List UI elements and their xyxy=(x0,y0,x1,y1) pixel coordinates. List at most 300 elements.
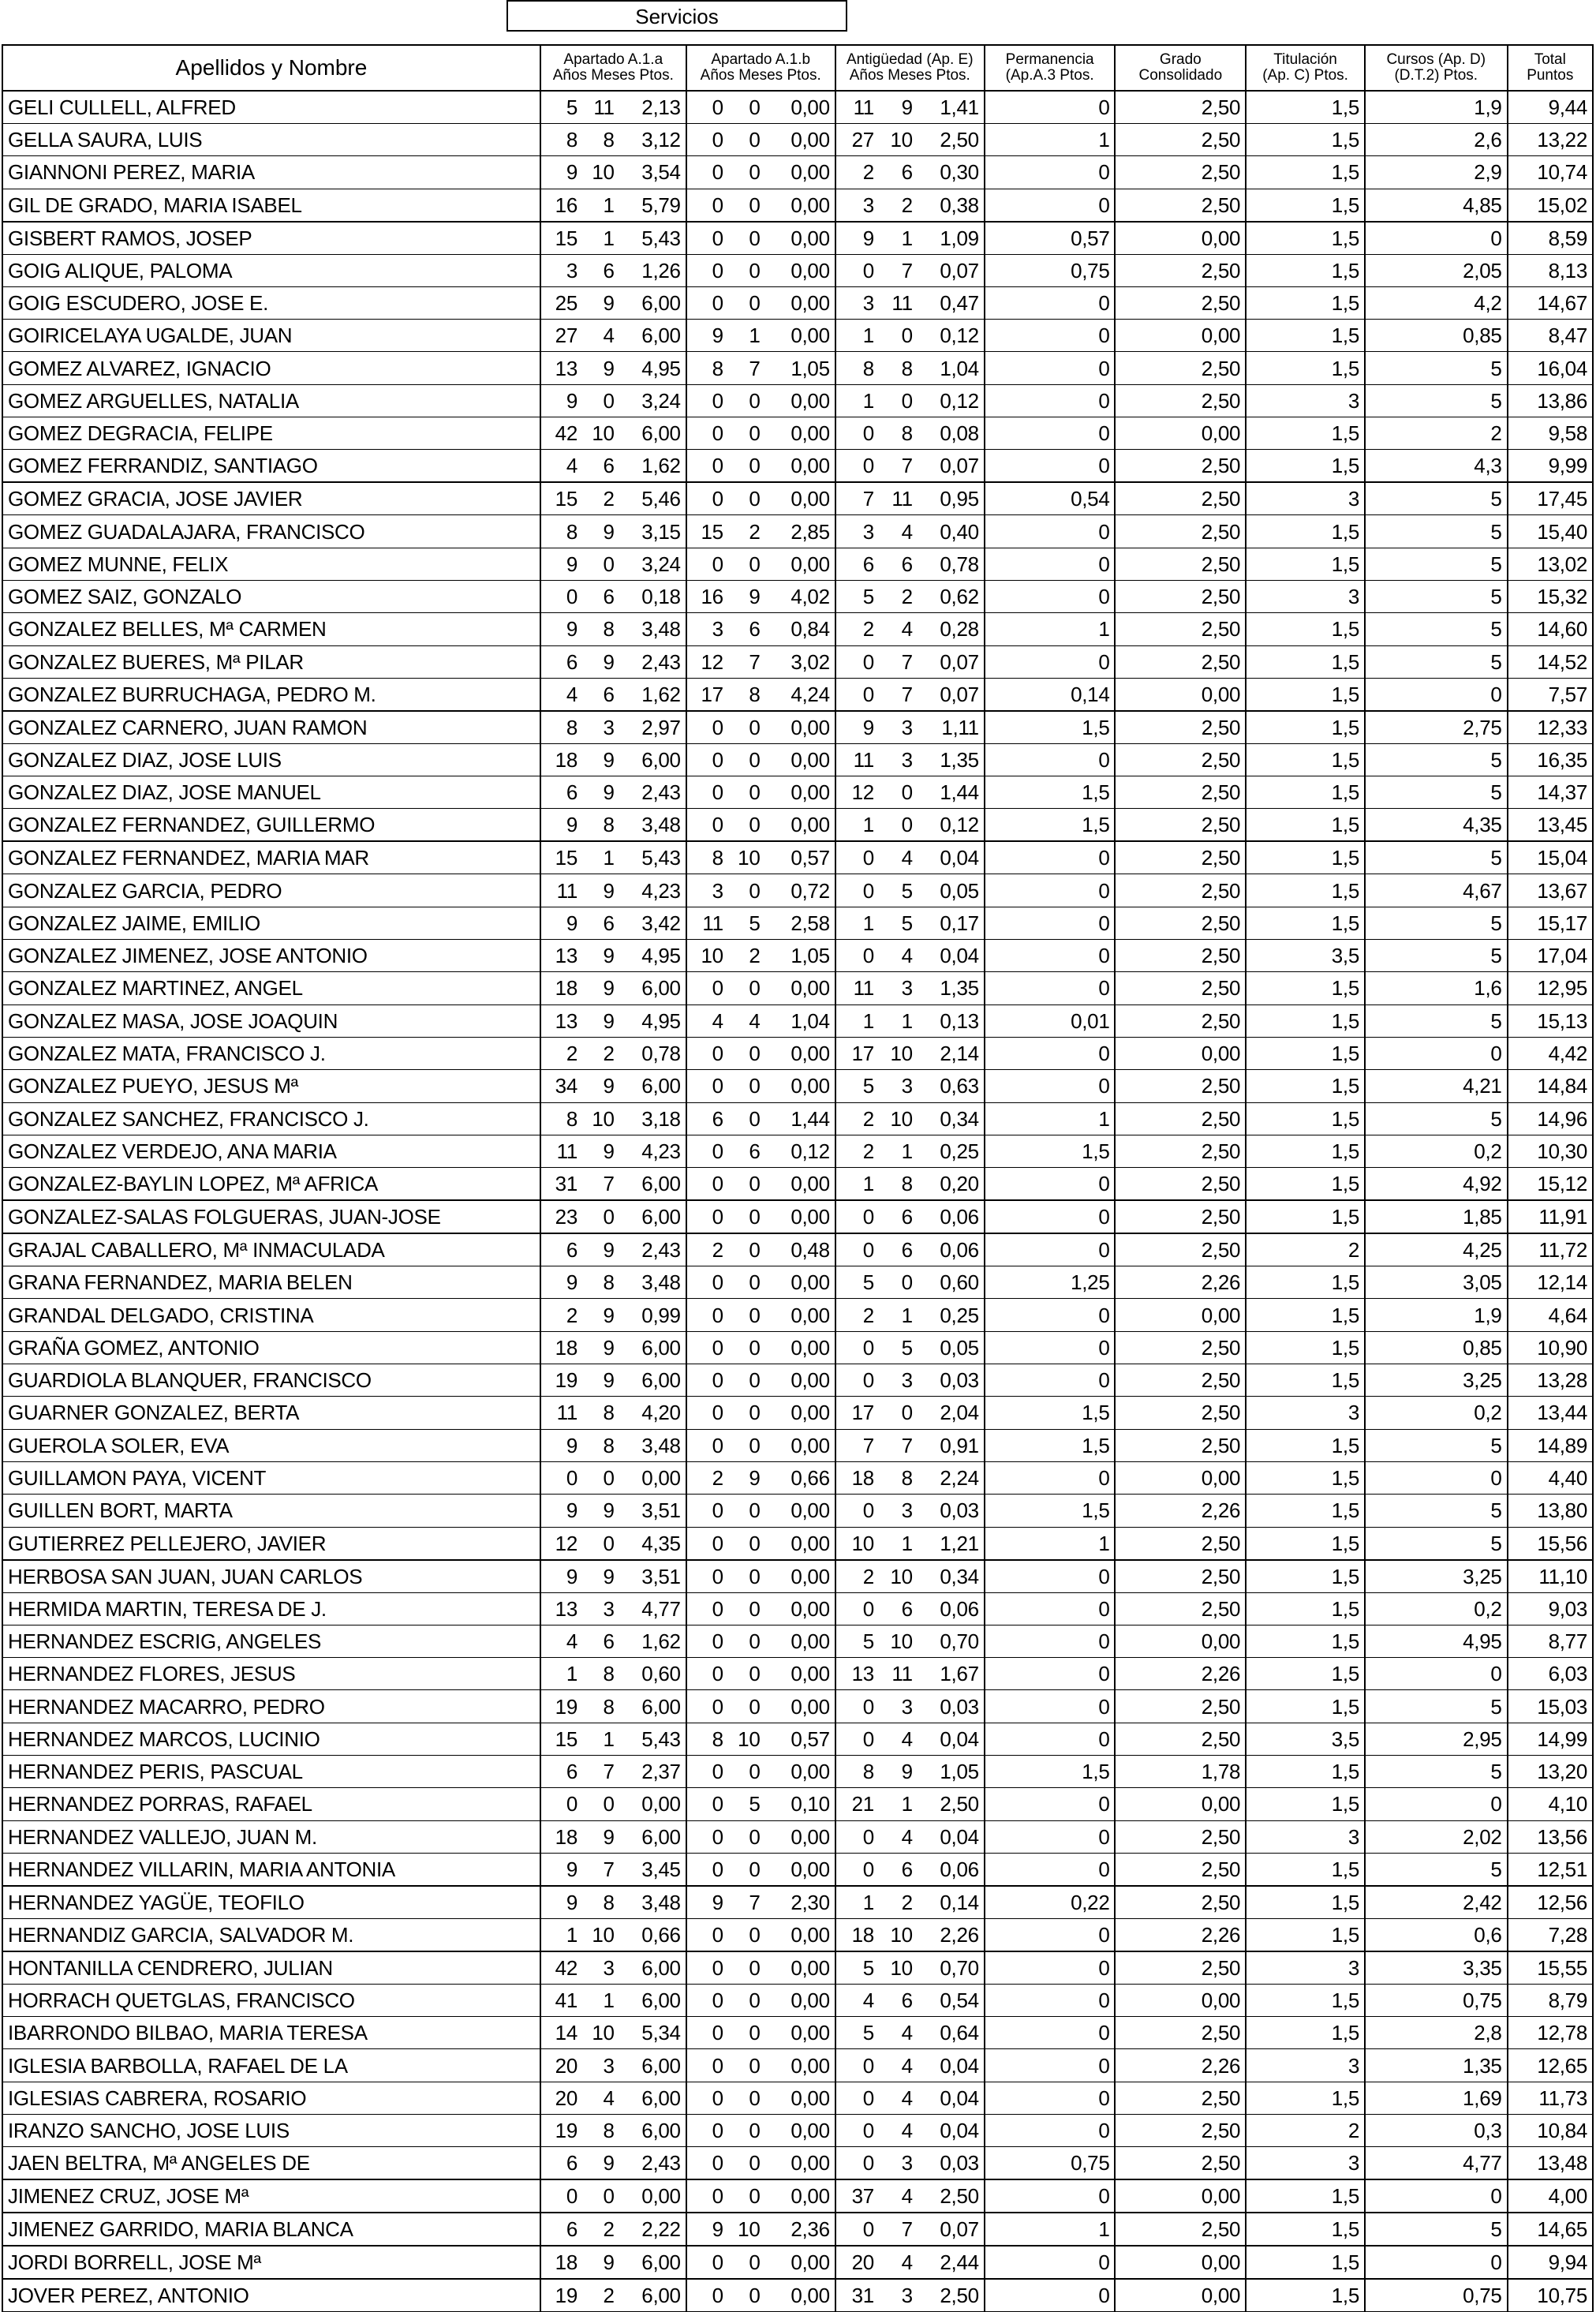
cell-value: 10,74 xyxy=(1508,156,1593,189)
cell-value: 0 xyxy=(686,1625,728,1657)
cell-value: 0 xyxy=(728,1102,765,1135)
cell-value: 3,48 xyxy=(619,1266,686,1299)
cell-value: 2 xyxy=(686,1461,728,1494)
cell-value: 2,8 xyxy=(1365,2017,1508,2049)
cell-value: 0 xyxy=(582,2179,619,2213)
cell-name: HERNANDEZ PORRAS, RAFAEL xyxy=(2,1788,540,1820)
cell-value: 0,03 xyxy=(918,1495,985,1527)
cell-value: 0 xyxy=(985,841,1116,874)
cell-value: 16 xyxy=(540,189,582,222)
cell-value: 0 xyxy=(728,417,765,450)
table-row xyxy=(2,711,1593,744)
cell-value: 15 xyxy=(540,222,582,255)
cell-value: 2,50 xyxy=(918,124,985,156)
cell-value: 3 xyxy=(879,2279,918,2312)
cell-value: 1,5 xyxy=(1246,352,1365,384)
cell-value: 0,00 xyxy=(765,1266,835,1299)
cell-value: 0 xyxy=(879,1397,918,1429)
cell-value: 7 xyxy=(728,352,765,384)
cell-value: 2,9 xyxy=(1365,156,1508,189)
cell-name: GONZALEZ BUERES, Mª PILAR xyxy=(2,645,540,678)
cell-value: 10 xyxy=(582,1918,619,1951)
cell-value: 1,5 xyxy=(985,1755,1116,1787)
cell-value: 9 xyxy=(540,1429,582,1461)
cell-name: GOIG ALIQUE, PALOMA xyxy=(2,254,540,286)
cell-value: 18 xyxy=(540,2246,582,2279)
cell-value: 0 xyxy=(1365,1788,1508,1820)
cell-value: 11 xyxy=(879,286,918,319)
cell-value: 1,5 xyxy=(1246,1690,1365,1723)
cell-value: 2,50 xyxy=(1115,1331,1246,1364)
cell-value: 9 xyxy=(582,743,619,776)
cell-name: GOMEZ FERRANDIZ, SANTIAGO xyxy=(2,450,540,483)
cell-name: GOIG ESCUDERO, JOSE E. xyxy=(2,286,540,319)
cell-value: 6 xyxy=(879,1200,918,1233)
cell-value: 1 xyxy=(835,1886,879,1919)
cell-value: 0,00 xyxy=(765,1984,835,2016)
cell-value: 0 xyxy=(985,1951,1116,1985)
cell-value: 20 xyxy=(540,2082,582,2114)
table-row xyxy=(2,841,1593,874)
cell-value: 0 xyxy=(728,2049,765,2082)
cell-value: 1,5 xyxy=(1246,1495,1365,1527)
cell-value: 9 xyxy=(540,1853,582,1886)
cell-value: 0,00 xyxy=(765,548,835,580)
cell-value: 42 xyxy=(540,417,582,450)
cell-value: 0,00 xyxy=(765,1200,835,1233)
cell-value: 0 xyxy=(728,1331,765,1364)
cell-value: 0 xyxy=(985,1984,1116,2016)
cell-value: 0 xyxy=(728,1299,765,1331)
table-row xyxy=(2,222,1593,255)
cell-value: 1,26 xyxy=(619,254,686,286)
cell-value: 0,07 xyxy=(918,254,985,286)
cell-value: 0 xyxy=(686,124,728,156)
cell-value: 5,43 xyxy=(619,222,686,255)
cell-value: 3,15 xyxy=(619,515,686,548)
cell-value: 0 xyxy=(835,450,879,483)
cell-value: 5 xyxy=(1365,2213,1508,2246)
cell-value: 2 xyxy=(835,1299,879,1331)
cell-value: 0 xyxy=(686,1788,728,1820)
cell-value: 13,48 xyxy=(1508,2147,1593,2180)
cell-value: 15,13 xyxy=(1508,1004,1593,1037)
cell-value: 4,10 xyxy=(1508,1788,1593,1820)
cell-value: 17 xyxy=(835,1397,879,1429)
cell-value: 0 xyxy=(835,1820,879,1853)
cell-value: 4,95 xyxy=(619,1004,686,1037)
cell-value: 0 xyxy=(686,1951,728,1985)
cell-value: 4 xyxy=(879,2179,918,2213)
table-row xyxy=(2,1397,1593,1429)
cell-value: 5 xyxy=(1365,1495,1508,1527)
cell-value: 1,5 xyxy=(1246,1168,1365,1201)
cell-value: 25 xyxy=(540,286,582,319)
table-row xyxy=(2,2049,1593,2082)
cell-value: 0 xyxy=(879,776,918,809)
cell-value: 3,51 xyxy=(619,1495,686,1527)
cell-value: 2,50 xyxy=(1115,2115,1246,2147)
cell-value: 2,50 xyxy=(1115,384,1246,417)
cell-value: 10 xyxy=(879,1625,918,1657)
cell-value: 4,42 xyxy=(1508,1037,1593,1069)
cell-value: 1,5 xyxy=(1246,1266,1365,1299)
cell-value: 37 xyxy=(835,2179,879,2213)
cell-value: 0,00 xyxy=(619,2179,686,2213)
cell-value: 0 xyxy=(985,548,1116,580)
cell-value: 2,50 xyxy=(1115,189,1246,222)
cell-name: HERNANDEZ PERIS, PASCUAL xyxy=(2,1755,540,1787)
cell-value: 0 xyxy=(686,1070,728,1102)
cell-value: 2,50 xyxy=(1115,940,1246,972)
cell-value: 5,79 xyxy=(619,189,686,222)
cell-value: 10 xyxy=(686,940,728,972)
cell-value: 1 xyxy=(835,1004,879,1037)
cell-value: 5 xyxy=(1365,1102,1508,1135)
cell-value: 0,00 xyxy=(765,189,835,222)
cell-value: 2 xyxy=(879,580,918,612)
cell-value: 10 xyxy=(582,1102,619,1135)
cell-name: GUEROLA SOLER, EVA xyxy=(2,1429,540,1461)
cell-value: 3 xyxy=(1246,482,1365,515)
cell-value: 13,56 xyxy=(1508,1820,1593,1853)
table-row xyxy=(2,580,1593,612)
cell-value: 1 xyxy=(540,1918,582,1951)
cell-value: 8 xyxy=(582,1658,619,1690)
cell-value: 2,50 xyxy=(1115,645,1246,678)
cell-value: 2 xyxy=(835,1560,879,1593)
cell-value: 14,65 xyxy=(1508,2213,1593,2246)
cell-value: 0 xyxy=(835,1853,879,1886)
cell-name: GONZALEZ JAIME, EMILIO xyxy=(2,907,540,939)
cell-value: 11,10 xyxy=(1508,1560,1593,1593)
cell-value: 7 xyxy=(879,450,918,483)
cell-value: 1 xyxy=(985,1102,1116,1135)
cell-value: 15,56 xyxy=(1508,1527,1593,1560)
cell-value: 3,5 xyxy=(1246,1723,1365,1755)
cell-value: 2,58 xyxy=(765,907,835,939)
cell-value: 1 xyxy=(879,1788,918,1820)
cell-value: 1 xyxy=(985,1527,1116,1560)
cell-value: 2,50 xyxy=(1115,1364,1246,1397)
cell-value: 0 xyxy=(728,2115,765,2147)
cell-value: 2,43 xyxy=(619,776,686,809)
cell-value: 2,42 xyxy=(1365,1886,1508,1919)
cell-value: 2,26 xyxy=(918,1918,985,1951)
cell-value: 0 xyxy=(985,645,1116,678)
cell-value: 2,50 xyxy=(918,1788,985,1820)
cell-name: JIMENEZ GARRIDO, MARIA BLANCA xyxy=(2,2213,540,2246)
cell-value: 4,21 xyxy=(1365,1070,1508,1102)
cell-value: 1,69 xyxy=(1365,2082,1508,2114)
cell-value: 0 xyxy=(835,645,879,678)
cell-value: 0,99 xyxy=(619,1299,686,1331)
cell-value: 2 xyxy=(582,1037,619,1069)
cell-value: 2,50 xyxy=(1115,1690,1246,1723)
cell-value: 1,5 xyxy=(985,776,1116,809)
cell-value: 1,5 xyxy=(1246,1755,1365,1787)
cell-value: 4,85 xyxy=(1365,189,1508,222)
cell-value: 0,00 xyxy=(1115,2246,1246,2279)
cell-value: 9 xyxy=(582,776,619,809)
cell-name: IRANZO SANCHO, JOSE LUIS xyxy=(2,2115,540,2147)
cell-value: 0,00 xyxy=(765,1951,835,1985)
cell-value: 2 xyxy=(879,189,918,222)
cell-name: GOMEZ SAIZ, GONZALO xyxy=(2,580,540,612)
cell-value: 6 xyxy=(879,1853,918,1886)
cell-value: 6,00 xyxy=(619,286,686,319)
cell-value: 0 xyxy=(686,286,728,319)
cell-value: 1,5 xyxy=(1246,1004,1365,1037)
cell-value: 8 xyxy=(582,1886,619,1919)
cell-value: 34 xyxy=(540,1070,582,1102)
cell-value: 2,26 xyxy=(1115,1495,1246,1527)
cell-value: 1,5 xyxy=(1246,124,1365,156)
cell-value: 10 xyxy=(879,1951,918,1985)
cell-value: 0,10 xyxy=(765,1788,835,1820)
cell-value: 3 xyxy=(540,254,582,286)
cell-value: 0 xyxy=(728,1495,765,1527)
cell-value: 0 xyxy=(985,1200,1116,1233)
cell-value: 1,5 xyxy=(1246,286,1365,319)
cell-value: 1,5 xyxy=(1246,156,1365,189)
cell-value: 0 xyxy=(985,1331,1116,1364)
table-row xyxy=(2,1168,1593,1201)
table-row xyxy=(2,1984,1593,2016)
cell-name: HONTANILLA CENDRERO, JULIAN xyxy=(2,1951,540,1985)
cell-value: 0,54 xyxy=(918,1984,985,2016)
cell-value: 5 xyxy=(1365,645,1508,678)
cell-value: 0,00 xyxy=(765,320,835,352)
cell-value: 0,03 xyxy=(918,1690,985,1723)
cell-value: 0 xyxy=(686,1299,728,1331)
cell-value: 2,50 xyxy=(1115,841,1246,874)
cell-value: 5 xyxy=(1365,548,1508,580)
cell-value: 0,00 xyxy=(765,482,835,515)
cell-value: 0 xyxy=(985,2179,1116,2213)
cell-value: 2,30 xyxy=(765,1886,835,1919)
cell-value: 0 xyxy=(540,2179,582,2213)
cell-value: 5 xyxy=(835,1070,879,1102)
cell-value: 0,00 xyxy=(765,2049,835,2082)
cell-value: 1 xyxy=(582,189,619,222)
cell-value: 0,00 xyxy=(1115,320,1246,352)
cell-value: 0 xyxy=(686,776,728,809)
cell-value: 7 xyxy=(879,2213,918,2246)
cell-value: 11 xyxy=(835,91,879,124)
cell-value: 0,57 xyxy=(985,222,1116,255)
cell-name: GONZALEZ MATA, FRANCISCO J. xyxy=(2,1037,540,1069)
cell-value: 0 xyxy=(985,940,1116,972)
cell-value: 9 xyxy=(582,1495,619,1527)
cell-value: 1,5 xyxy=(1246,2017,1365,2049)
cell-value: 0 xyxy=(686,1853,728,1886)
cell-value: 3,5 xyxy=(1246,940,1365,972)
header-a1b: Apartado A.1.b Años Meses Ptos. xyxy=(686,45,835,91)
table-row xyxy=(2,1788,1593,1820)
cell-value: 7 xyxy=(835,1429,879,1461)
cell-value: 2 xyxy=(728,940,765,972)
cell-value: 0 xyxy=(686,222,728,255)
cell-value: 0,64 xyxy=(918,2017,985,2049)
cell-value: 1 xyxy=(835,907,879,939)
cell-value: 3 xyxy=(835,286,879,319)
cell-value: 1,5 xyxy=(1246,450,1365,483)
table-row xyxy=(2,1461,1593,1494)
cell-value: 0,78 xyxy=(619,1037,686,1069)
cell-value: 9 xyxy=(582,1004,619,1037)
cell-value: 3,25 xyxy=(1365,1364,1508,1397)
cell-value: 0 xyxy=(728,2179,765,2213)
cell-value: 0 xyxy=(985,91,1116,124)
cell-value: 0,00 xyxy=(765,450,835,483)
cell-value: 42 xyxy=(540,1951,582,1985)
cell-value: 15,55 xyxy=(1508,1951,1593,1985)
cell-name: IGLESIAS CABRERA, ROSARIO xyxy=(2,2082,540,2114)
cell-name: GONZALEZ JIMENEZ, JOSE ANTONIO xyxy=(2,940,540,972)
cell-value: 13,44 xyxy=(1508,1397,1593,1429)
cell-value: 2,50 xyxy=(1115,1233,1246,1266)
cell-value: 1,5 xyxy=(1246,1135,1365,1167)
cell-value: 1,5 xyxy=(1246,1984,1365,2016)
table-row xyxy=(2,124,1593,156)
cell-value: 3 xyxy=(1246,1951,1365,1985)
cell-value: 4,00 xyxy=(1508,2179,1593,2213)
cell-value: 12,33 xyxy=(1508,711,1593,744)
table-row xyxy=(2,1495,1593,1527)
cell-value: 0,00 xyxy=(1115,1299,1246,1331)
cell-value: 0 xyxy=(985,156,1116,189)
cell-value: 0 xyxy=(686,2179,728,2213)
cell-name: JIMENEZ CRUZ, JOSE Mª xyxy=(2,2179,540,2213)
cell-value: 0 xyxy=(985,743,1116,776)
table-row xyxy=(2,1755,1593,1787)
cell-value: 14,84 xyxy=(1508,1070,1593,1102)
cell-value: 13,45 xyxy=(1508,809,1593,842)
cell-name: IBARRONDO BILBAO, MARIA TERESA xyxy=(2,2017,540,2049)
cell-value: 7,57 xyxy=(1508,678,1593,711)
cell-value: 1,44 xyxy=(765,1102,835,1135)
cell-value: 10 xyxy=(728,1723,765,1755)
cell-value: 0,13 xyxy=(918,1004,985,1037)
cell-value: 0,00 xyxy=(765,1037,835,1069)
cell-value: 11 xyxy=(540,1397,582,1429)
cell-value: 4 xyxy=(835,1984,879,2016)
cell-value: 0 xyxy=(728,286,765,319)
cell-value: 1,5 xyxy=(1246,1331,1365,1364)
cell-value: 1 xyxy=(879,1527,918,1560)
cell-value: 10 xyxy=(879,124,918,156)
cell-value: 2,14 xyxy=(918,1037,985,1069)
cell-value: 10 xyxy=(582,417,619,450)
header-cursos: Cursos (Ap. D) (D.T.2) Ptos. xyxy=(1365,45,1508,91)
cell-value: 0,00 xyxy=(765,711,835,744)
cell-value: 0,00 xyxy=(1115,678,1246,711)
cell-value: 1,35 xyxy=(918,972,985,1004)
cell-value: 5 xyxy=(1365,1004,1508,1037)
cell-value: 1,5 xyxy=(1246,711,1365,744)
cell-value: 0,62 xyxy=(918,580,985,612)
cell-value: 0 xyxy=(728,1755,765,1787)
cell-value: 5 xyxy=(879,874,918,907)
cell-value: 0 xyxy=(985,384,1116,417)
table-header xyxy=(2,45,1593,91)
cell-name: GONZALEZ SANCHEZ, FRANCISCO J. xyxy=(2,1102,540,1135)
cell-name: GONZALEZ BURRUCHAGA, PEDRO M. xyxy=(2,678,540,711)
cell-value: 0 xyxy=(835,254,879,286)
cell-value: 8,77 xyxy=(1508,1625,1593,1657)
cell-value: 9 xyxy=(582,874,619,907)
cell-value: 1,05 xyxy=(765,940,835,972)
cell-value: 0 xyxy=(582,384,619,417)
cell-value: 2,6 xyxy=(1365,124,1508,156)
cell-value: 8,47 xyxy=(1508,320,1593,352)
cell-value: 3 xyxy=(1246,2049,1365,2082)
cell-value: 0,34 xyxy=(918,1560,985,1593)
cell-name: GOIRICELAYA UGALDE, JUAN xyxy=(2,320,540,352)
cell-value: 3,48 xyxy=(619,809,686,842)
cell-value: 2 xyxy=(835,1135,879,1167)
cell-value: 9 xyxy=(540,156,582,189)
cell-name: GISBERT RAMOS, JOSEP xyxy=(2,222,540,255)
cell-value: 6 xyxy=(540,1755,582,1787)
cell-value: 0 xyxy=(728,874,765,907)
cell-value: 6,00 xyxy=(619,2246,686,2279)
cell-value: 0 xyxy=(686,482,728,515)
cell-value: 0,00 xyxy=(765,156,835,189)
cell-value: 41 xyxy=(540,1984,582,2016)
cell-value: 9 xyxy=(540,613,582,645)
cell-value: 0,01 xyxy=(985,1004,1116,1037)
cell-value: 0 xyxy=(728,548,765,580)
cell-value: 3,02 xyxy=(765,645,835,678)
cell-name: JORDI BORRELL, JOSE Mª xyxy=(2,2246,540,2279)
cell-value: 0 xyxy=(582,1527,619,1560)
cell-value: 9 xyxy=(582,352,619,384)
cell-value: 0,66 xyxy=(619,1918,686,1951)
cell-value: 1,9 xyxy=(1365,91,1508,124)
table-row xyxy=(2,1951,1593,1985)
cell-value: 0 xyxy=(1365,222,1508,255)
cell-value: 18 xyxy=(540,743,582,776)
cell-value: 1 xyxy=(728,320,765,352)
cell-value: 2,50 xyxy=(1115,1004,1246,1037)
table-row xyxy=(2,548,1593,580)
cell-value: 2,36 xyxy=(765,2213,835,2246)
cell-value: 0,00 xyxy=(1115,1984,1246,2016)
cell-value: 3 xyxy=(879,1690,918,1723)
cell-value: 0 xyxy=(686,1690,728,1723)
cell-value: 3 xyxy=(879,1070,918,1102)
cell-value: 6,00 xyxy=(619,1690,686,1723)
cell-value: 2,50 xyxy=(1115,1886,1246,1919)
cell-value: 2,50 xyxy=(1115,1429,1246,1461)
cell-value: 0 xyxy=(728,2017,765,2049)
cell-value: 2 xyxy=(1365,417,1508,450)
cell-value: 3 xyxy=(1246,2147,1365,2180)
cell-value: 9 xyxy=(582,515,619,548)
cell-value: 8 xyxy=(686,352,728,384)
cell-value: 0 xyxy=(835,1690,879,1723)
cell-value: 3 xyxy=(1246,1820,1365,1853)
table-row xyxy=(2,776,1593,809)
cell-value: 12,56 xyxy=(1508,1886,1593,1919)
table-row xyxy=(2,2115,1593,2147)
cell-value: 2,50 xyxy=(1115,254,1246,286)
cell-value: 0,00 xyxy=(765,417,835,450)
cell-value: 3,48 xyxy=(619,613,686,645)
cell-value: 0 xyxy=(686,189,728,222)
